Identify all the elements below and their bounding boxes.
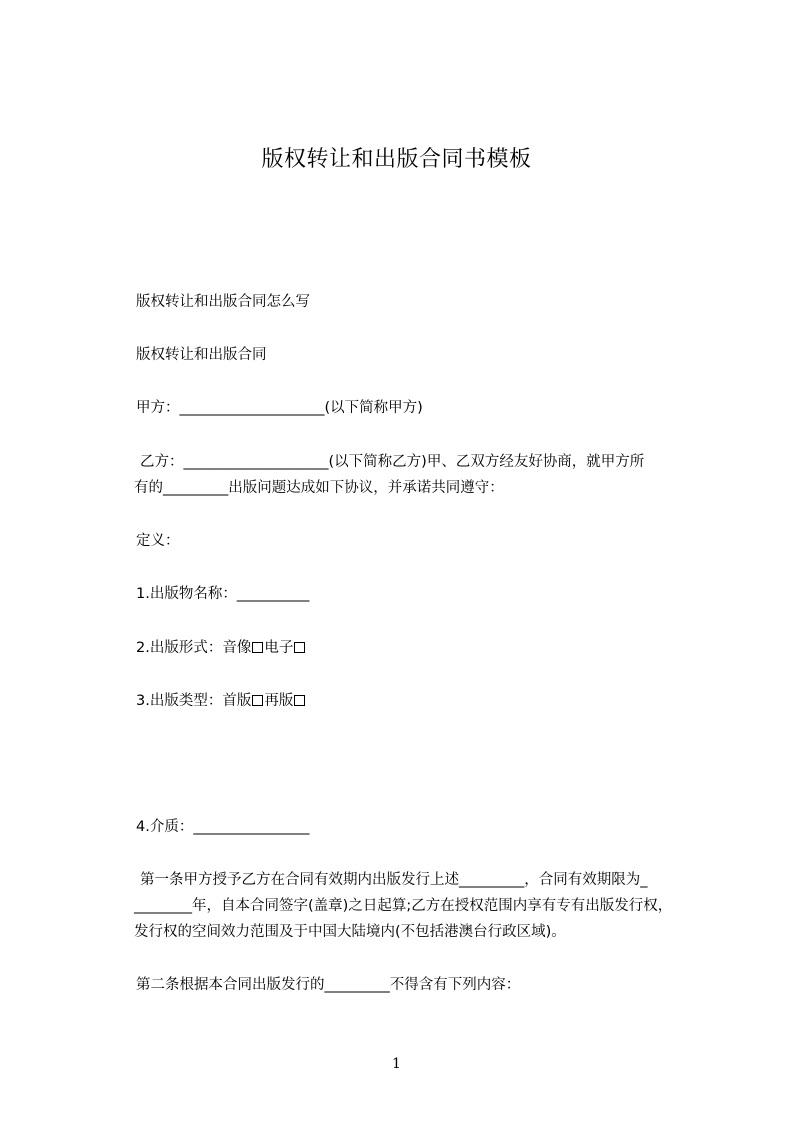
checkbox-electronic[interactable] bbox=[294, 642, 305, 653]
party-b-paragraph bbox=[136, 449, 708, 501]
article-1-paragraph bbox=[136, 867, 708, 945]
article-2-line: 第二条根据本合同出版发行的_________不得含有下列内容： bbox=[136, 977, 521, 993]
item-publication-form bbox=[136, 638, 306, 658]
checkbox-first-edition[interactable] bbox=[252, 695, 263, 706]
party-b-line-1: 乙方：____________________(以下简称乙方)甲、乙双方经友好协商，就甲方所 bbox=[140, 454, 645, 470]
article-1-line-2: ________年，自本合同签字(盖章)之日起算;乙方在授权范围内享有专有出版发行权， bbox=[134, 898, 673, 914]
item-publication-name: 1.出版物名称：__________ bbox=[136, 586, 310, 602]
contract-name: 版权转让和出版合同 bbox=[136, 347, 267, 363]
article-1-line-1: 第一条甲方授予乙方在合同有效期内出版发行上述_________，合同有效期限为_ bbox=[140, 872, 648, 888]
item-publication-type bbox=[136, 691, 306, 711]
option-reprint-label: 再版 bbox=[264, 693, 294, 709]
party-b-line-2: 有的_________出版问题达成如下协议，并承诺共同遵守： bbox=[134, 480, 504, 496]
subheading-how-to-write: 版权转让和出版合同怎么写 bbox=[136, 294, 310, 310]
checkbox-reprint[interactable] bbox=[294, 695, 305, 706]
option-electronic-label: 电子 bbox=[264, 640, 294, 656]
item-publication-type-label: 3.出版类型：首版 bbox=[136, 693, 252, 709]
definition-heading: 定义： bbox=[136, 533, 180, 549]
article-1-line-3: 发行权的空间效力范围及于中国大陆境内(不包括港澳台行政区域)。 bbox=[134, 924, 566, 940]
checkbox-audio-video[interactable] bbox=[252, 642, 263, 653]
item-medium: 4.介质：________________ bbox=[136, 819, 310, 835]
item-publication-form-label: 2.出版形式：音像 bbox=[136, 640, 252, 656]
document-title: 版权转让和出版合同书模板 bbox=[261, 147, 532, 172]
page-number: 1 bbox=[392, 1056, 401, 1072]
party-a-line: 甲方：____________________(以下简称甲方) bbox=[136, 400, 423, 416]
